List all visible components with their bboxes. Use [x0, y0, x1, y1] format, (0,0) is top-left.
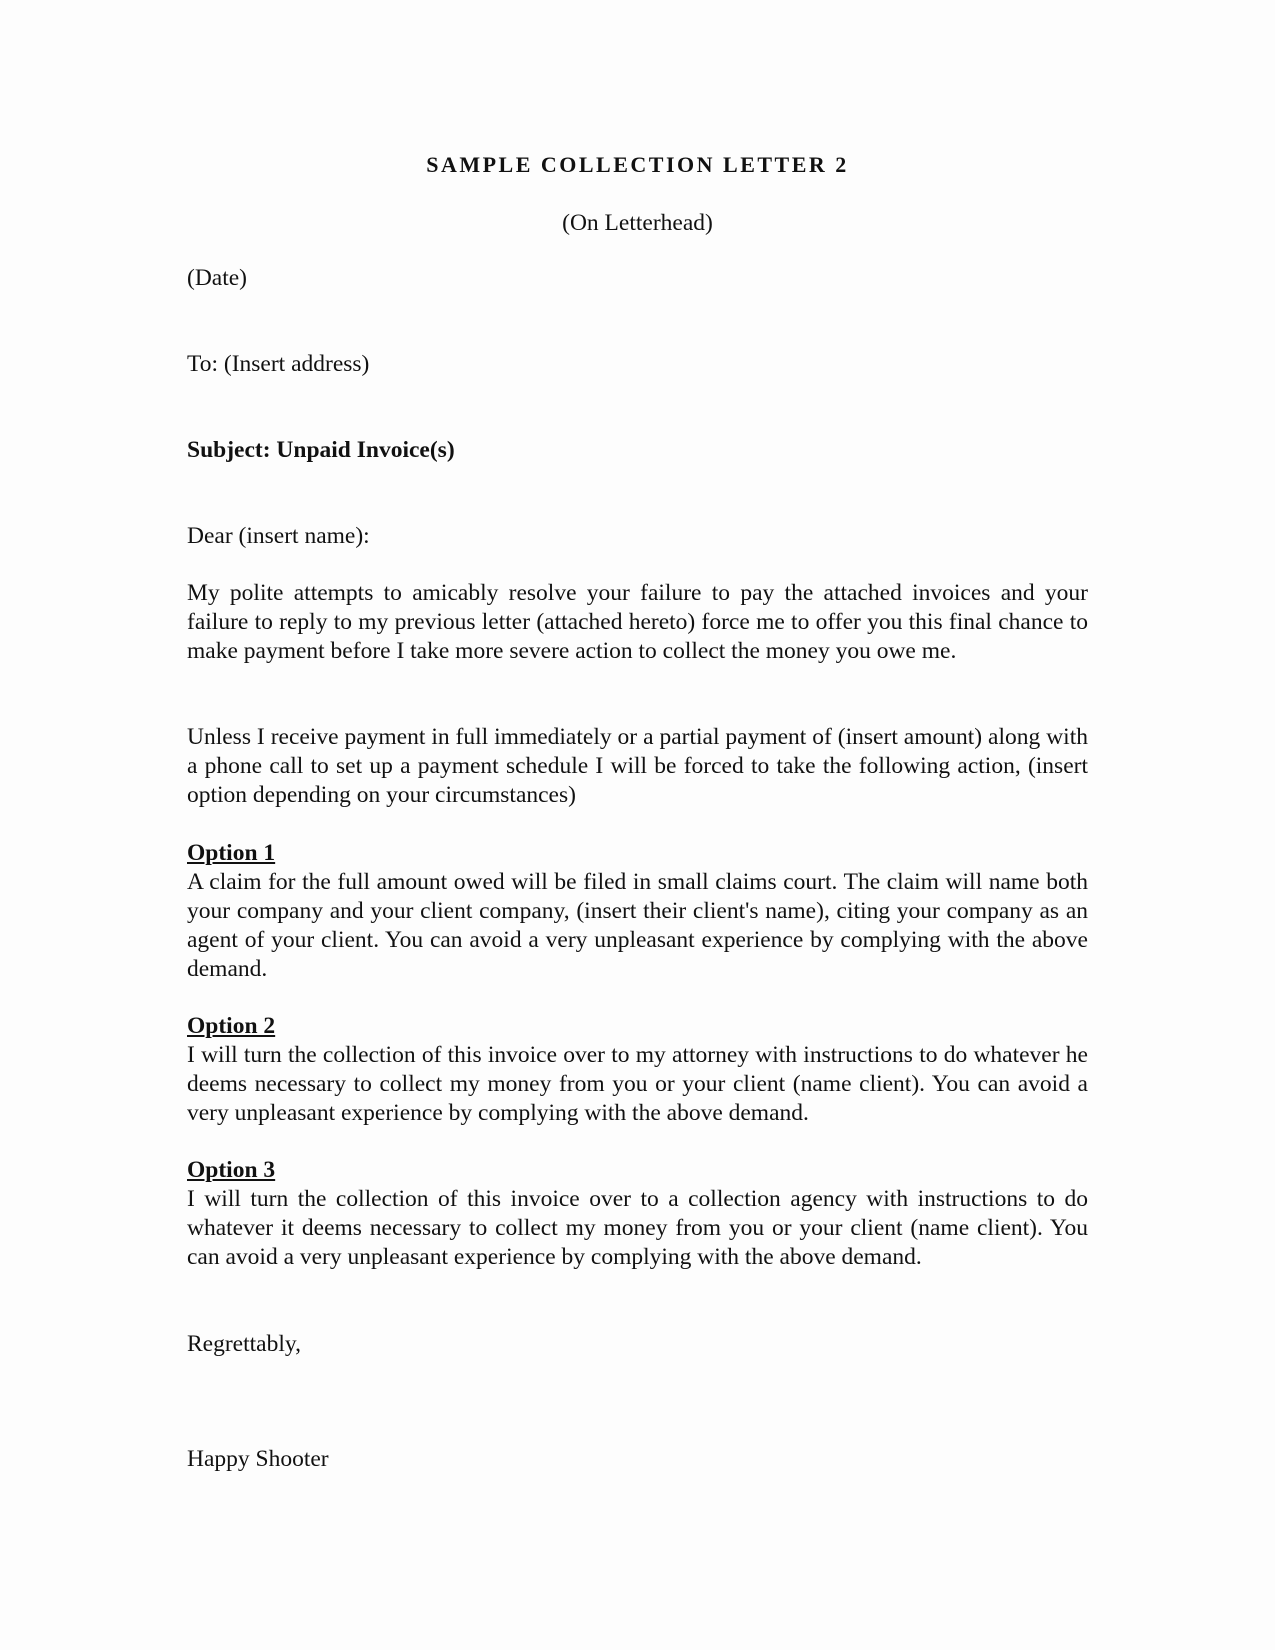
- recipient-address: To: (Insert address): [187, 351, 370, 377]
- letterhead-note: (On Letterhead): [562, 210, 713, 236]
- option-3-text: I will turn the collection of this invoice over to a collection agency with instructions to do whatever it deems necessary to collect my money from you or your client (name client). You can avoid a very unpleasant experience by complying with the above demand.: [187, 1186, 1088, 1270]
- body-paragraph-2: Unless I receive payment in full immediately or a partial payment of (insert amount) along with a phone call to set up a payment schedule I will be forced to take the following action, (insert option depending on your circumstances): [187, 724, 1088, 808]
- option-3: [187, 1156, 1088, 1272]
- salutation: Dear (insert name):: [187, 523, 370, 549]
- option-2: [187, 1012, 1088, 1128]
- option-2-heading: Option 2: [187, 1013, 276, 1039]
- option-1-text: A claim for the full amount owed will be filed in small claims court. The claim will name both your company and your client company, (insert their client's name), citing your company as an agent of your client. You can avoid a very unpleasant experience by complying with the above demand.: [187, 869, 1088, 982]
- subject-line: Subject: Unpaid Invoice(s): [187, 437, 455, 463]
- option-1-heading: Option 1: [187, 840, 276, 866]
- option-1: [187, 839, 1088, 984]
- signature-name: Happy Shooter: [187, 1446, 329, 1472]
- option-2-text: I will turn the collection of this invoice over to my attorney with instructions to do whatever he deems necessary to collect my money from you or your client (name client). You can avoid a very unpleasant experience by complying with the above demand.: [187, 1042, 1088, 1126]
- body-paragraph-1: My polite attempts to amicably resolve your failure to pay the attached invoices and your failure to reply to my previous letter (attached hereto) force me to offer you this final chance to make payment before I take more severe action to collect the money you owe me.: [187, 580, 1088, 664]
- letter-title: SAMPLE COLLECTION LETTER 2: [426, 152, 849, 177]
- option-3-heading: Option 3: [187, 1157, 276, 1183]
- date-line: (Date): [187, 265, 248, 291]
- closing: Regrettably,: [187, 1331, 301, 1357]
